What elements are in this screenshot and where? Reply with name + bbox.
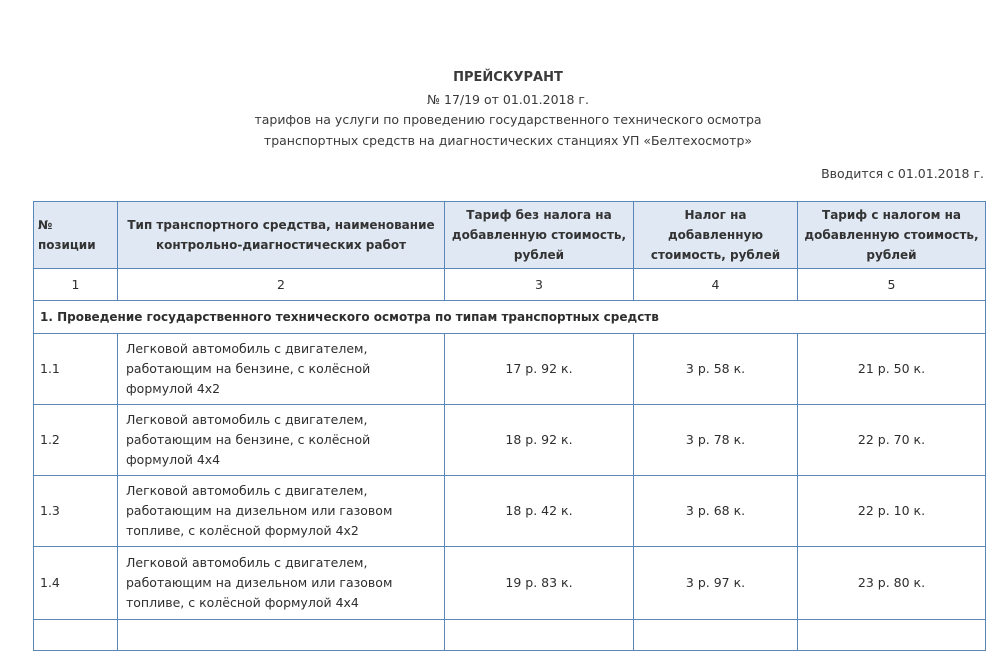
document-subtitle-line-1: тарифов на услуги по проведению государственного технического осмотра <box>254 112 762 127</box>
row-price-with-vat: 22 р. 70 к. <box>798 405 986 476</box>
column-number: 2 <box>118 269 445 301</box>
table-row-cut-off <box>34 620 986 651</box>
row-vat: 3 р. 78 к. <box>634 405 798 476</box>
row-price-no-vat: 18 р. 42 к. <box>445 476 634 547</box>
row-description: Легковой автомобиль с двигателем, работающим на дизельном или газовом топливе, с колёсной формулой 4х2 <box>118 476 445 547</box>
row-code: 1.4 <box>34 547 118 620</box>
table-row <box>34 547 986 620</box>
column-number: 1 <box>34 269 118 301</box>
column-number: 3 <box>445 269 634 301</box>
header-price-no-vat: Тариф без налога на добавленную стоимость, рублей <box>445 202 634 269</box>
row-price-with-vat: 22 р. 10 к. <box>798 476 986 547</box>
empty-cell <box>634 620 798 651</box>
row-price-no-vat: 19 р. 83 к. <box>445 547 634 620</box>
empty-cell <box>118 620 445 651</box>
row-price-no-vat: 17 р. 92 к. <box>445 334 634 405</box>
header-position: № позиции <box>34 202 118 269</box>
document-number: № 17/19 от 01.01.2018 г. <box>427 92 589 107</box>
section-row <box>34 301 986 334</box>
row-description: Легковой автомобиль с двигателем, работающим на дизельном или газовом топливе, с колёсной формулой 4х4 <box>118 547 445 620</box>
column-number: 5 <box>798 269 986 301</box>
header-price-with-vat: Тариф с налогом на добавленную стоимость, рублей <box>798 202 986 269</box>
column-numbers-row <box>34 269 986 301</box>
row-vat: 3 р. 97 к. <box>634 547 798 620</box>
document-title: ПРЕЙСКУРАНТ <box>453 70 563 85</box>
table-row <box>34 476 986 547</box>
row-code: 1.1 <box>34 334 118 405</box>
row-code: 1.3 <box>34 476 118 547</box>
column-number: 4 <box>634 269 798 301</box>
row-description: Легковой автомобиль с двигателем, работающим на бензине, с колёсной формулой 4х4 <box>118 405 445 476</box>
document-subtitle-line-2: транспортных средств на диагностических станциях УП «Белтехосмотр» <box>263 133 753 148</box>
tariff-table <box>33 201 986 651</box>
row-price-with-vat: 23 р. 80 к. <box>798 547 986 620</box>
table-header-row <box>34 202 986 269</box>
row-price-no-vat: 18 р. 92 к. <box>445 405 634 476</box>
row-description: Легковой автомобиль с двигателем, работающим на бензине, с колёсной формулой 4х2 <box>118 334 445 405</box>
effective-date: Вводится с 01.01.2018 г. <box>821 166 984 181</box>
section-title: 1. Проведение государственного технического осмотра по типам транспортных средств <box>34 301 986 334</box>
row-vat: 3 р. 68 к. <box>634 476 798 547</box>
header-vehicle-type: Тип транспортного средства, наименование контрольно-диагностических работ <box>118 202 445 269</box>
row-vat: 3 р. 58 к. <box>634 334 798 405</box>
table-row <box>34 405 986 476</box>
row-price-with-vat: 21 р. 50 к. <box>798 334 986 405</box>
row-code: 1.2 <box>34 405 118 476</box>
empty-cell <box>445 620 634 651</box>
table-row <box>34 334 986 405</box>
header-vat: Налог на добавленную стоимость, рублей <box>634 202 798 269</box>
empty-cell <box>798 620 986 651</box>
empty-cell <box>34 620 118 651</box>
